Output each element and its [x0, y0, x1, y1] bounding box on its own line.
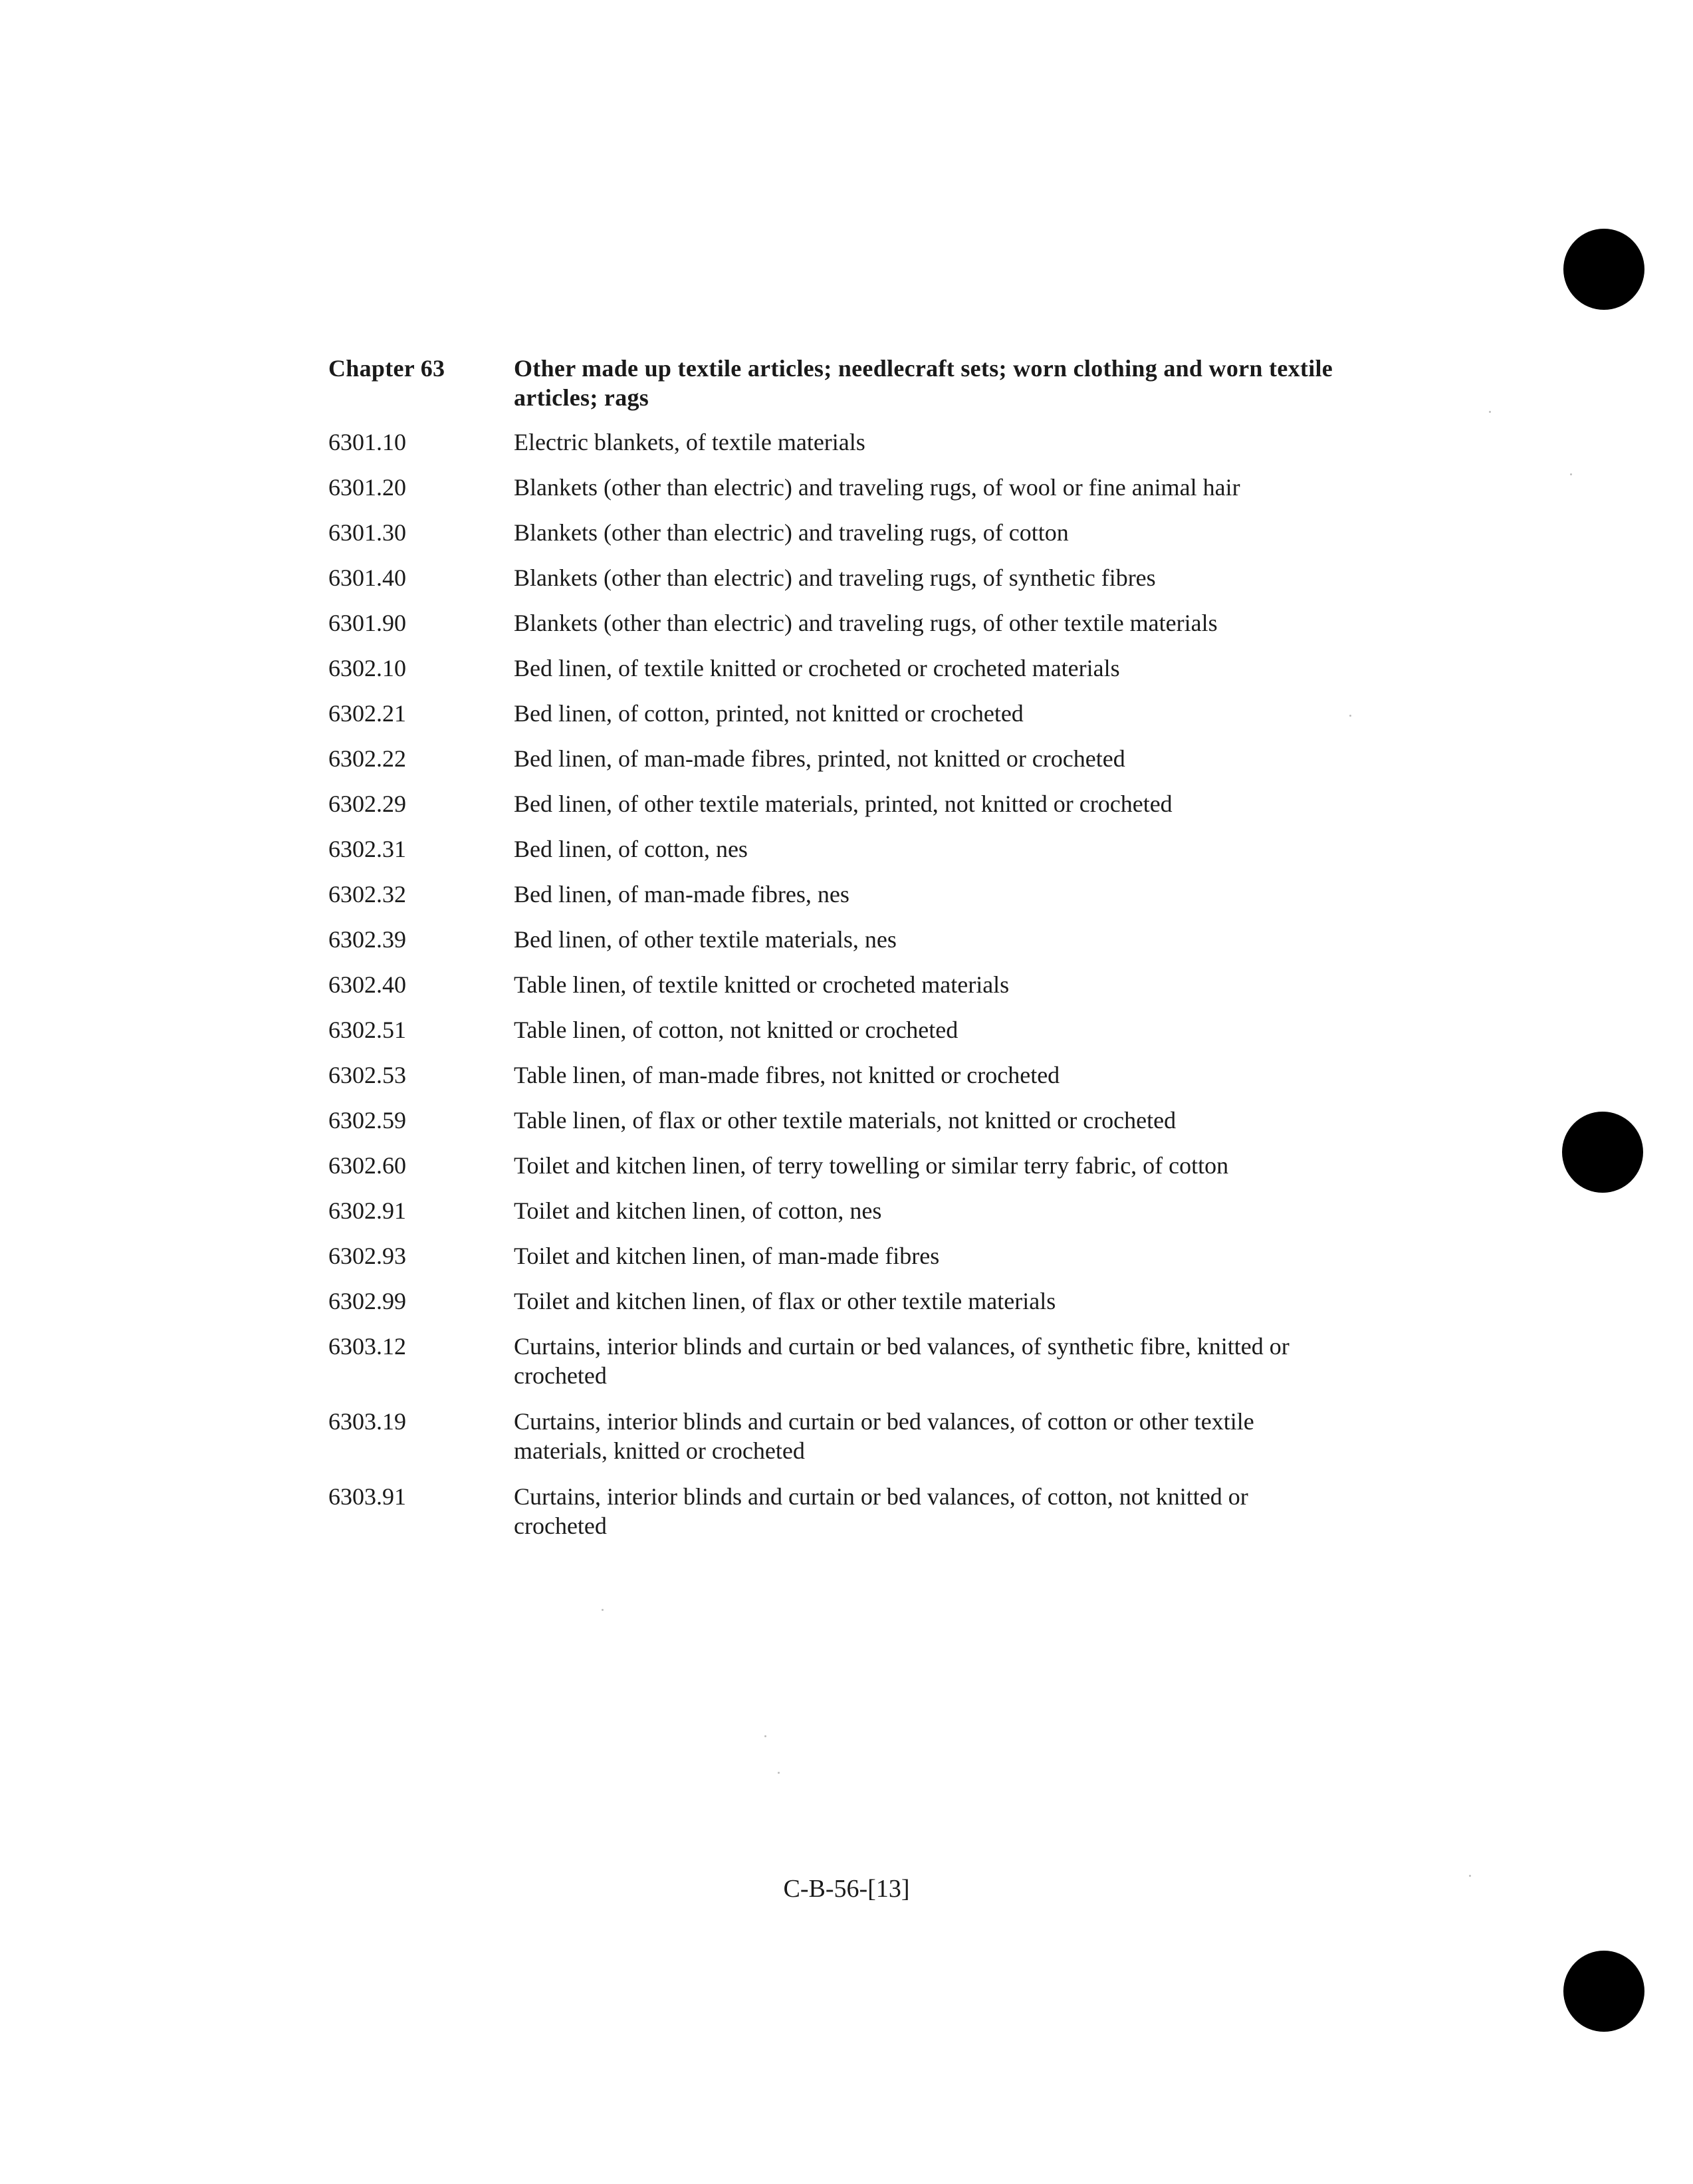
scan-speck — [764, 1735, 766, 1737]
item-code: 6301.10 — [328, 429, 406, 455]
item-code: 6302.99 — [328, 1288, 406, 1314]
item-code: 6302.91 — [328, 1197, 406, 1224]
item-description: Bed linen, of textile knitted or crocheted or crocheted materials — [514, 655, 1120, 681]
item-description: Blankets (other than electric) and traveling rugs, of synthetic fibres — [514, 564, 1156, 591]
item-code: 6301.90 — [328, 610, 406, 636]
item-code: 6303.12 — [328, 1333, 406, 1360]
chapter-title: Other made up textile articles; needlecraft sets; worn clothing and worn textile articles; rags — [514, 355, 1333, 411]
item-code: 6302.53 — [328, 1062, 406, 1088]
item-code: 6303.19 — [328, 1408, 406, 1435]
item-code: 6302.29 — [328, 790, 406, 817]
item-description: Table linen, of man-made fibres, not knitted or crocheted — [514, 1062, 1060, 1088]
item-description: Curtains, interior blinds and curtain or bed valances, of synthetic fibre, knitted or crocheted — [514, 1333, 1290, 1389]
item-code: 6302.21 — [328, 700, 406, 727]
page-number: C-B-56-[13] — [783, 1875, 910, 1903]
item-description: Blankets (other than electric) and traveling rugs, of other textile materials — [514, 610, 1218, 636]
item-code: 6302.39 — [328, 926, 406, 953]
item-code: 6302.32 — [328, 881, 406, 908]
item-code: 6301.30 — [328, 519, 406, 546]
item-description: Bed linen, of man-made fibres, printed, not knitted or crocheted — [514, 745, 1125, 772]
item-description: Curtains, interior blinds and curtain or bed valances, of cotton or other textile materials, knitted or crocheted — [514, 1408, 1254, 1464]
scan-speck — [1570, 473, 1572, 475]
item-description: Table linen, of textile knitted or crocheted materials — [514, 971, 1010, 998]
scan-speck — [1469, 1875, 1471, 1877]
scan-speck — [1349, 715, 1351, 717]
item-code: 6302.10 — [328, 655, 406, 681]
item-description: Bed linen, of cotton, printed, not knitted or crocheted — [514, 700, 1024, 727]
item-description: Toilet and kitchen linen, of flax or other textile materials — [514, 1288, 1056, 1314]
item-code: 6303.91 — [328, 1483, 406, 1510]
item-code: 6302.40 — [328, 971, 406, 998]
item-description: Table linen, of cotton, not knitted or crocheted — [514, 1017, 959, 1043]
item-description: Toilet and kitchen linen, of man-made fibres — [514, 1243, 940, 1269]
item-description: Blankets (other than electric) and traveling rugs, of cotton — [514, 519, 1069, 546]
item-description: Curtains, interior blinds and curtain or bed valances, of cotton, not knitted or crocheted — [514, 1483, 1248, 1539]
item-code: 6301.20 — [328, 474, 406, 501]
scan-speck — [778, 1772, 780, 1774]
item-code: 6302.93 — [328, 1243, 406, 1269]
item-code: 6302.22 — [328, 745, 406, 772]
item-description: Toilet and kitchen linen, of cotton, nes — [514, 1197, 882, 1224]
punch-hole-middle — [1562, 1112, 1643, 1193]
punch-hole-bottom — [1563, 1951, 1644, 2032]
item-description: Table linen, of flax or other textile materials, not knitted or crocheted — [514, 1107, 1177, 1134]
item-description: Bed linen, of cotton, nes — [514, 836, 748, 862]
item-code: 6302.51 — [328, 1017, 406, 1043]
item-description: Bed linen, of man-made fibres, nes — [514, 881, 849, 908]
item-code: 6302.59 — [328, 1107, 406, 1134]
item-code: 6302.60 — [328, 1152, 406, 1179]
item-code: 6302.31 — [328, 836, 406, 862]
punch-hole-top — [1563, 229, 1644, 310]
item-description: Blankets (other than electric) and traveling rugs, of wool or fine animal hair — [514, 474, 1240, 501]
scan-speck — [602, 1609, 604, 1611]
item-description: Toilet and kitchen linen, of terry towelling or similar terry fabric, of cotton — [514, 1152, 1229, 1179]
chapter-label: Chapter 63 — [328, 355, 445, 382]
item-description: Bed linen, of other textile materials, nes — [514, 926, 897, 953]
item-code: 6301.40 — [328, 564, 406, 591]
item-description: Electric blankets, of textile materials — [514, 429, 865, 455]
item-description: Bed linen, of other textile materials, printed, not knitted or crocheted — [514, 790, 1173, 817]
scan-speck — [1489, 411, 1491, 413]
